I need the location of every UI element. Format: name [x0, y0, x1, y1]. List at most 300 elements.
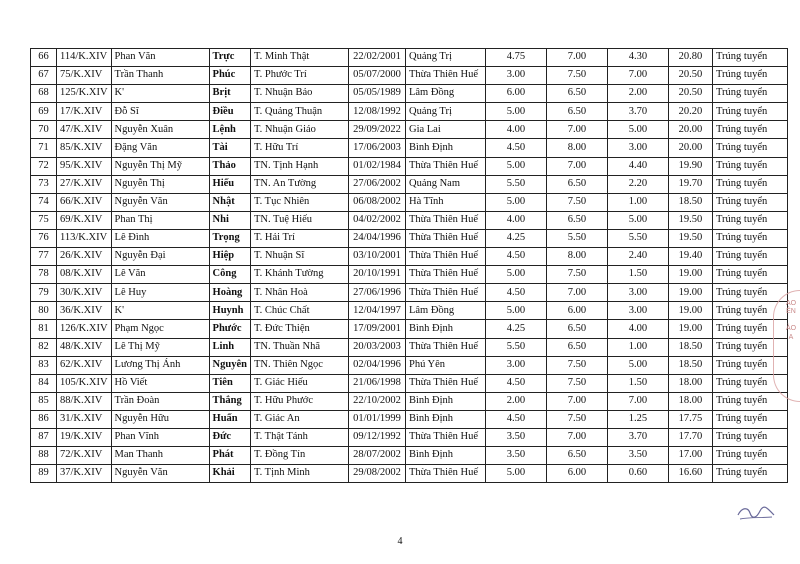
cell-given-name: Phúc: [209, 67, 250, 85]
cell-dharma-name: TN. An Tường: [250, 175, 348, 193]
cell-dharma-name: TN. Tuệ Hiếu: [250, 211, 348, 229]
cell-score-2: 6.50: [546, 103, 607, 121]
cell-score-3: 3.50: [607, 447, 668, 465]
cell-total-score: 18.50: [668, 338, 712, 356]
cell-surname: Nguyễn Hữu: [111, 410, 209, 428]
cell-score-3: 5.50: [607, 229, 668, 247]
cell-dharma-name: T. Tịnh Minh: [250, 465, 348, 483]
cell-score-3: 3.00: [607, 139, 668, 157]
cell-candidate-code: 113/K.XIV: [57, 229, 112, 247]
cell-dharma-name: T. Quảng Thuận: [250, 103, 348, 121]
cell-score-3: 7.00: [607, 392, 668, 410]
cell-score-1: 3.50: [485, 447, 546, 465]
cell-result: Trúng tuyển: [712, 211, 787, 229]
table-row: [31, 49, 788, 67]
cell-birth-date: 22/10/2002: [348, 392, 405, 410]
cell-given-name: Nguyên: [209, 356, 250, 374]
cell-result: Trúng tuyển: [712, 67, 787, 85]
cell-stt: 73: [31, 175, 57, 193]
cell-birth-date: 20/10/1991: [348, 266, 405, 284]
cell-total-score: 19.90: [668, 157, 712, 175]
cell-dharma-name: T. Hải Trí: [250, 229, 348, 247]
cell-candidate-code: 126/K.XIV: [57, 320, 112, 338]
cell-given-name: Điều: [209, 103, 250, 121]
cell-score-2: 8.00: [546, 248, 607, 266]
cell-surname: Nguyễn Thị: [111, 175, 209, 193]
cell-province: Bình Định: [405, 320, 485, 338]
cell-dharma-name: T. Hữu Trí: [250, 139, 348, 157]
cell-given-name: Trọng: [209, 229, 250, 247]
cell-province: Thừa Thiên Huế: [405, 248, 485, 266]
cell-candidate-code: 08/K.XIV: [57, 266, 112, 284]
cell-stt: 76: [31, 229, 57, 247]
cell-score-3: 1.25: [607, 410, 668, 428]
cell-score-1: 5.00: [485, 266, 546, 284]
cell-birth-date: 02/04/1996: [348, 356, 405, 374]
table-row: [31, 266, 788, 284]
cell-province: Bình Định: [405, 392, 485, 410]
cell-candidate-code: 72/K.XIV: [57, 447, 112, 465]
cell-given-name: Thắng: [209, 392, 250, 410]
cell-score-2: 6.50: [546, 175, 607, 193]
cell-stt: 83: [31, 356, 57, 374]
table-row: [31, 248, 788, 266]
handwritten-signature: [736, 503, 776, 525]
cell-stt: 87: [31, 428, 57, 446]
cell-given-name: Nhi: [209, 211, 250, 229]
cell-surname: Phan Văn: [111, 49, 209, 67]
cell-score-1: 4.25: [485, 229, 546, 247]
table-row: [31, 410, 788, 428]
cell-candidate-code: 19/K.XIV: [57, 428, 112, 446]
cell-score-3: 3.00: [607, 284, 668, 302]
page-number: 4: [397, 536, 403, 547]
cell-surname: Nguyễn Xuân: [111, 121, 209, 139]
cell-result: Trúng tuyển: [712, 374, 787, 392]
cell-total-score: 18.50: [668, 356, 712, 374]
cell-total-score: 20.00: [668, 121, 712, 139]
cell-given-name: Phước: [209, 320, 250, 338]
cell-score-3: 0.60: [607, 465, 668, 483]
cell-birth-date: 03/10/2001: [348, 248, 405, 266]
cell-province: Bình Định: [405, 447, 485, 465]
table-row: [31, 193, 788, 211]
cell-surname: Lê Thị Mỹ: [111, 338, 209, 356]
cell-score-2: 7.50: [546, 374, 607, 392]
cell-surname: Nguyễn Văn: [111, 465, 209, 483]
cell-given-name: Thảo: [209, 157, 250, 175]
cell-dharma-name: T. Giác Hiếu: [250, 374, 348, 392]
cell-candidate-code: 47/K.XIV: [57, 121, 112, 139]
cell-total-score: 19.50: [668, 211, 712, 229]
cell-birth-date: 17/09/2001: [348, 320, 405, 338]
cell-dharma-name: T. Khánh Tường: [250, 266, 348, 284]
cell-score-3: 2.20: [607, 175, 668, 193]
cell-result: Trúng tuyển: [712, 428, 787, 446]
cell-given-name: Lệnh: [209, 121, 250, 139]
cell-stt: 67: [31, 67, 57, 85]
cell-result: Trúng tuyển: [712, 103, 787, 121]
cell-total-score: 18.00: [668, 374, 712, 392]
cell-score-3: 2.00: [607, 85, 668, 103]
cell-stt: 74: [31, 193, 57, 211]
cell-stt: 70: [31, 121, 57, 139]
cell-dharma-name: T. Nhân Hoà: [250, 284, 348, 302]
cell-stt: 82: [31, 338, 57, 356]
cell-candidate-code: 85/K.XIV: [57, 139, 112, 157]
cell-score-2: 6.50: [546, 211, 607, 229]
cell-candidate-code: 75/K.XIV: [57, 67, 112, 85]
cell-score-3: 1.00: [607, 338, 668, 356]
table-row: [31, 465, 788, 483]
cell-score-2: 6.50: [546, 85, 607, 103]
cell-result: Trúng tuyển: [712, 193, 787, 211]
cell-total-score: 20.50: [668, 85, 712, 103]
cell-score-1: 4.50: [485, 374, 546, 392]
cell-surname: Man Thanh: [111, 447, 209, 465]
table-row: [31, 302, 788, 320]
cell-total-score: 17.70: [668, 428, 712, 446]
cell-total-score: 19.50: [668, 229, 712, 247]
table-row: [31, 320, 788, 338]
cell-surname: K': [111, 85, 209, 103]
cell-province: Thừa Thiên Huế: [405, 157, 485, 175]
cell-birth-date: 09/12/1992: [348, 428, 405, 446]
cell-score-2: 7.50: [546, 410, 607, 428]
cell-birth-date: 24/04/1996: [348, 229, 405, 247]
cell-score-3: 5.00: [607, 121, 668, 139]
cell-candidate-code: 114/K.XIV: [57, 49, 112, 67]
cell-stt: 78: [31, 266, 57, 284]
cell-total-score: 20.80: [668, 49, 712, 67]
cell-result: Trúng tuyển: [712, 284, 787, 302]
cell-score-1: 5.00: [485, 302, 546, 320]
cell-result: Trúng tuyển: [712, 139, 787, 157]
cell-total-score: 20.20: [668, 103, 712, 121]
cell-dharma-name: T. Phước Trí: [250, 67, 348, 85]
cell-stt: 69: [31, 103, 57, 121]
cell-dharma-name: T. Nhuận Giáo: [250, 121, 348, 139]
cell-surname: Nguyễn Thị Mỹ: [111, 157, 209, 175]
cell-score-3: 5.00: [607, 211, 668, 229]
cell-given-name: Khải: [209, 465, 250, 483]
cell-score-3: 4.40: [607, 157, 668, 175]
cell-total-score: 19.00: [668, 284, 712, 302]
cell-score-3: 3.00: [607, 302, 668, 320]
cell-given-name: Tài: [209, 139, 250, 157]
candidate-results-table: [30, 48, 788, 483]
cell-score-2: 6.50: [546, 338, 607, 356]
cell-score-1: 5.50: [485, 338, 546, 356]
cell-surname: Phan Thị: [111, 211, 209, 229]
cell-result: Trúng tuyển: [712, 229, 787, 247]
cell-given-name: Công: [209, 266, 250, 284]
cell-score-2: 7.00: [546, 284, 607, 302]
cell-surname: Nguyễn Văn: [111, 193, 209, 211]
cell-stt: 88: [31, 447, 57, 465]
cell-candidate-code: 105/K.XIV: [57, 374, 112, 392]
cell-province: Hà Tĩnh: [405, 193, 485, 211]
cell-stt: 71: [31, 139, 57, 157]
cell-score-3: 5.00: [607, 356, 668, 374]
cell-candidate-code: 37/K.XIV: [57, 465, 112, 483]
cell-candidate-code: 66/K.XIV: [57, 193, 112, 211]
cell-surname: Nguyễn Đại: [111, 248, 209, 266]
cell-candidate-code: 62/K.XIV: [57, 356, 112, 374]
table-row: [31, 103, 788, 121]
cell-result: Trúng tuyển: [712, 85, 787, 103]
cell-candidate-code: 36/K.XIV: [57, 302, 112, 320]
cell-surname: Đặng Văn: [111, 139, 209, 157]
cell-score-1: 4.50: [485, 284, 546, 302]
cell-score-1: 2.00: [485, 392, 546, 410]
cell-dharma-name: T. Tục Nhiên: [250, 193, 348, 211]
cell-surname: K': [111, 302, 209, 320]
table-row: [31, 374, 788, 392]
cell-total-score: 18.00: [668, 392, 712, 410]
cell-score-3: 4.00: [607, 320, 668, 338]
cell-dharma-name: T. Thật Tánh: [250, 428, 348, 446]
cell-given-name: Huấn: [209, 410, 250, 428]
seal-stamp-text: AO ÊN ÀO A: [785, 300, 797, 341]
cell-score-2: 8.00: [546, 139, 607, 157]
cell-birth-date: 17/06/2003: [348, 139, 405, 157]
cell-score-3: 1.50: [607, 266, 668, 284]
cell-birth-date: 05/05/1989: [348, 85, 405, 103]
cell-stt: 86: [31, 410, 57, 428]
table-row: [31, 229, 788, 247]
cell-score-2: 7.00: [546, 49, 607, 67]
cell-stt: 89: [31, 465, 57, 483]
cell-province: Lâm Đồng: [405, 85, 485, 103]
cell-score-1: 4.00: [485, 211, 546, 229]
cell-dharma-name: T. Nhuận Sĩ: [250, 248, 348, 266]
cell-candidate-code: 95/K.XIV: [57, 157, 112, 175]
cell-score-2: 7.00: [546, 157, 607, 175]
table-row: [31, 392, 788, 410]
cell-stt: 85: [31, 392, 57, 410]
cell-given-name: Huynh: [209, 302, 250, 320]
cell-province: Gia Lai: [405, 121, 485, 139]
table-row: [31, 121, 788, 139]
cell-result: Trúng tuyển: [712, 157, 787, 175]
cell-score-1: 4.50: [485, 139, 546, 157]
cell-score-1: 4.25: [485, 320, 546, 338]
table-row: [31, 284, 788, 302]
cell-surname: Trần Thanh: [111, 67, 209, 85]
cell-candidate-code: 125/K.XIV: [57, 85, 112, 103]
cell-score-3: 3.70: [607, 103, 668, 121]
cell-province: Thừa Thiên Huế: [405, 428, 485, 446]
cell-score-3: 1.00: [607, 193, 668, 211]
cell-given-name: Hiếu: [209, 175, 250, 193]
cell-score-1: 4.75: [485, 49, 546, 67]
cell-dharma-name: TN. Thiên Ngọc: [250, 356, 348, 374]
cell-score-1: 5.00: [485, 157, 546, 175]
cell-surname: Đỗ Sĩ: [111, 103, 209, 121]
cell-stt: 84: [31, 374, 57, 392]
cell-birth-date: 27/06/1996: [348, 284, 405, 302]
cell-score-2: 7.50: [546, 266, 607, 284]
cell-result: Trúng tuyển: [712, 266, 787, 284]
cell-score-2: 7.00: [546, 428, 607, 446]
cell-surname: Lê Đình: [111, 229, 209, 247]
cell-dharma-name: T. Chúc Chất: [250, 302, 348, 320]
cell-province: Thừa Thiên Huế: [405, 211, 485, 229]
cell-score-1: 3.00: [485, 67, 546, 85]
cell-province: Thừa Thiên Huế: [405, 67, 485, 85]
cell-surname: Phạm Ngọc: [111, 320, 209, 338]
cell-dharma-name: T. Nhuận Bảo: [250, 85, 348, 103]
cell-surname: Lê Văn: [111, 266, 209, 284]
cell-province: Thừa Thiên Huế: [405, 266, 485, 284]
cell-score-1: 5.00: [485, 103, 546, 121]
cell-province: Bình Định: [405, 410, 485, 428]
cell-score-3: 3.70: [607, 428, 668, 446]
cell-birth-date: 27/06/2002: [348, 175, 405, 193]
cell-score-2: 6.50: [546, 320, 607, 338]
cell-score-1: 3.50: [485, 428, 546, 446]
cell-stt: 66: [31, 49, 57, 67]
cell-birth-date: 28/07/2002: [348, 447, 405, 465]
cell-province: Phú Yên: [405, 356, 485, 374]
cell-birth-date: 21/06/1998: [348, 374, 405, 392]
cell-birth-date: 20/03/2003: [348, 338, 405, 356]
cell-birth-date: 04/02/2002: [348, 211, 405, 229]
cell-score-3: 2.40: [607, 248, 668, 266]
cell-total-score: 17.75: [668, 410, 712, 428]
cell-dharma-name: T. Hữu Phước: [250, 392, 348, 410]
cell-score-2: 6.00: [546, 302, 607, 320]
cell-score-3: 4.30: [607, 49, 668, 67]
cell-given-name: Hiệp: [209, 248, 250, 266]
table-row: [31, 139, 788, 157]
cell-birth-date: 01/02/1984: [348, 157, 405, 175]
cell-total-score: 19.00: [668, 266, 712, 284]
cell-birth-date: 12/08/1992: [348, 103, 405, 121]
cell-given-name: Brịt: [209, 85, 250, 103]
cell-total-score: 19.70: [668, 175, 712, 193]
cell-total-score: 20.50: [668, 67, 712, 85]
cell-score-2: 6.00: [546, 465, 607, 483]
table-row: [31, 157, 788, 175]
cell-birth-date: 06/08/2002: [348, 193, 405, 211]
cell-given-name: Linh: [209, 338, 250, 356]
cell-stt: 72: [31, 157, 57, 175]
cell-total-score: 19.40: [668, 248, 712, 266]
cell-score-1: 4.50: [485, 410, 546, 428]
cell-result: Trúng tuyển: [712, 320, 787, 338]
cell-total-score: 16.60: [668, 465, 712, 483]
cell-score-2: 7.50: [546, 193, 607, 211]
cell-score-2: 6.50: [546, 447, 607, 465]
cell-candidate-code: 88/K.XIV: [57, 392, 112, 410]
cell-province: Thừa Thiên Huế: [405, 465, 485, 483]
cell-result: Trúng tuyển: [712, 410, 787, 428]
cell-result: Trúng tuyển: [712, 175, 787, 193]
cell-birth-date: 05/07/2000: [348, 67, 405, 85]
table-row: [31, 356, 788, 374]
cell-birth-date: 01/01/1999: [348, 410, 405, 428]
cell-given-name: Đức: [209, 428, 250, 446]
table-row: [31, 447, 788, 465]
cell-result: Trúng tuyển: [712, 121, 787, 139]
cell-dharma-name: T. Đồng Tín: [250, 447, 348, 465]
cell-score-2: 7.50: [546, 356, 607, 374]
cell-province: Thừa Thiên Huế: [405, 374, 485, 392]
cell-surname: Phan Vĩnh: [111, 428, 209, 446]
cell-score-3: 7.00: [607, 67, 668, 85]
cell-candidate-code: 48/K.XIV: [57, 338, 112, 356]
cell-province: Quảng Nam: [405, 175, 485, 193]
cell-surname: Trần Đoàn: [111, 392, 209, 410]
cell-birth-date: 29/09/2022: [348, 121, 405, 139]
cell-score-2: 7.00: [546, 121, 607, 139]
cell-given-name: Hoàng: [209, 284, 250, 302]
cell-score-1: 6.00: [485, 85, 546, 103]
cell-given-name: Phát: [209, 447, 250, 465]
table-row: [31, 85, 788, 103]
cell-candidate-code: 17/K.XIV: [57, 103, 112, 121]
cell-score-2: 7.50: [546, 67, 607, 85]
cell-total-score: 17.00: [668, 447, 712, 465]
cell-result: Trúng tuyển: [712, 465, 787, 483]
cell-stt: 80: [31, 302, 57, 320]
cell-dharma-name: T. Đức Thiện: [250, 320, 348, 338]
cell-province: Thừa Thiên Huế: [405, 229, 485, 247]
cell-surname: Lương Thị Ánh: [111, 356, 209, 374]
cell-given-name: Tiên: [209, 374, 250, 392]
cell-given-name: Nhật: [209, 193, 250, 211]
cell-candidate-code: 69/K.XIV: [57, 211, 112, 229]
cell-province: Lâm Đồng: [405, 302, 485, 320]
cell-given-name: Trực: [209, 49, 250, 67]
cell-score-3: 1.50: [607, 374, 668, 392]
cell-result: Trúng tuyển: [712, 49, 787, 67]
cell-province: Quảng Trị: [405, 49, 485, 67]
cell-province: Quảng Trị: [405, 103, 485, 121]
cell-total-score: 19.00: [668, 320, 712, 338]
cell-candidate-code: 30/K.XIV: [57, 284, 112, 302]
cell-birth-date: 22/02/2001: [348, 49, 405, 67]
cell-surname: Lê Huy: [111, 284, 209, 302]
cell-province: Thừa Thiên Huế: [405, 284, 485, 302]
cell-score-2: 7.00: [546, 392, 607, 410]
table-row: [31, 67, 788, 85]
cell-total-score: 18.50: [668, 193, 712, 211]
cell-result: Trúng tuyển: [712, 338, 787, 356]
cell-result: Trúng tuyển: [712, 447, 787, 465]
cell-total-score: 20.00: [668, 139, 712, 157]
cell-dharma-name: TN. Thuần Nhã: [250, 338, 348, 356]
table-row: [31, 175, 788, 193]
cell-stt: 81: [31, 320, 57, 338]
cell-birth-date: 29/08/2002: [348, 465, 405, 483]
cell-province: Bình Định: [405, 139, 485, 157]
cell-surname: Hồ Viết: [111, 374, 209, 392]
cell-score-1: 3.00: [485, 356, 546, 374]
cell-candidate-code: 26/K.XIV: [57, 248, 112, 266]
cell-result: Trúng tuyển: [712, 302, 787, 320]
cell-dharma-name: TN. Tịnh Hạnh: [250, 157, 348, 175]
cell-stt: 79: [31, 284, 57, 302]
cell-stt: 75: [31, 211, 57, 229]
cell-result: Trúng tuyển: [712, 356, 787, 374]
cell-total-score: 19.00: [668, 302, 712, 320]
table-row: [31, 428, 788, 446]
cell-score-1: 5.50: [485, 175, 546, 193]
cell-score-1: 5.00: [485, 193, 546, 211]
